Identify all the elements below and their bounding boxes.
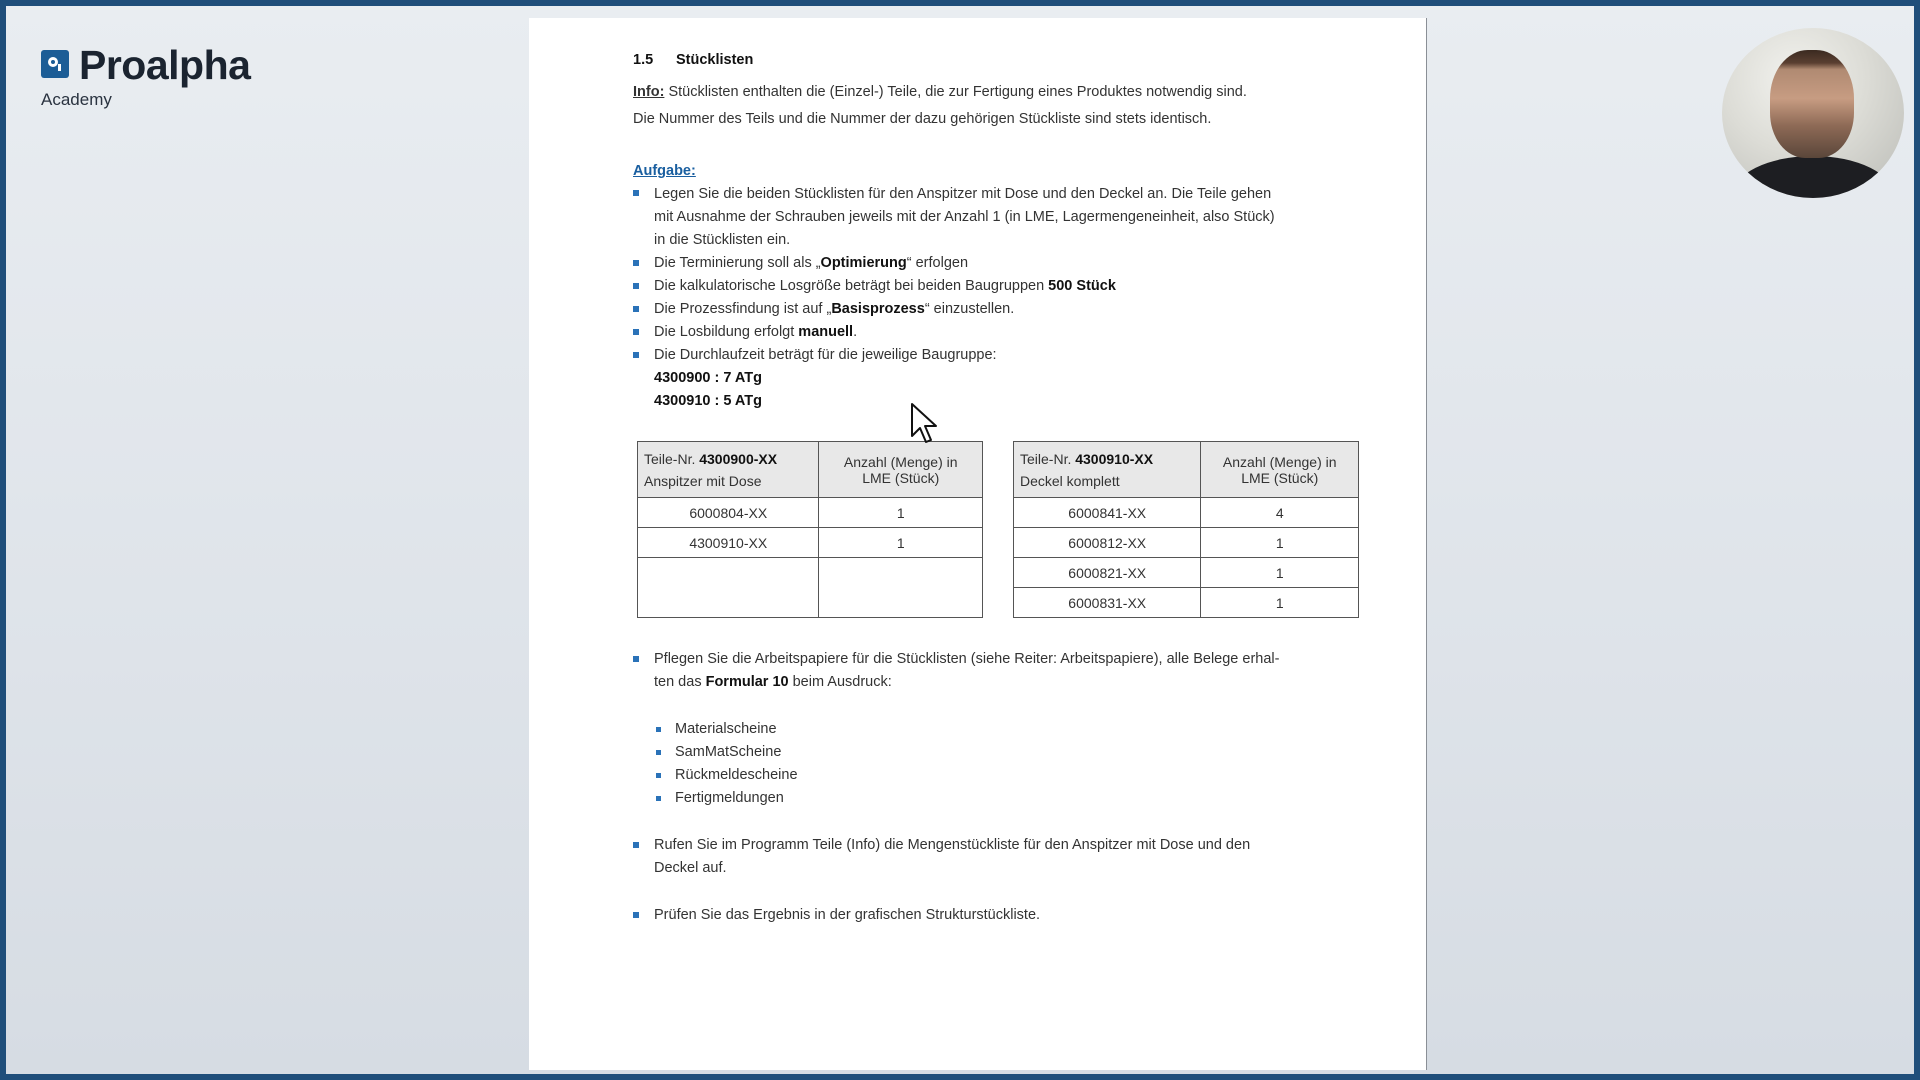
table-row (638, 498, 983, 528)
table-row (638, 528, 983, 558)
proalpha-mark-icon (41, 50, 69, 78)
sub-bullet-icon (656, 773, 661, 778)
task-8-line-2: Deckel auf. (654, 860, 727, 876)
bullet-icon (633, 283, 639, 289)
task-3: Die kalkulatorische Losgröße beträgt bei beiden Baugruppen 500 Stück (654, 278, 1116, 294)
info-text-1: Stücklisten enthalten die (Einzel-) Teile, die zur Fertigung eines Produktes notwendig sind. (668, 84, 1247, 100)
qty-cell: 4 (1201, 498, 1359, 528)
lead-time-2: 4300910 : 5 ATg (654, 393, 762, 409)
bullet-icon (633, 912, 639, 918)
presenter-shoulders (1732, 156, 1894, 198)
presentation-stage (6, 6, 1914, 1074)
table-2-part-header: Teile-Nr. 4300910-XX Deckel komplett (1014, 442, 1201, 498)
task-7-line-1: Pflegen Sie die Arbeitspapiere für die Stücklisten (siehe Reiter: Arbeitspapiere), alle Belege erhal- (654, 651, 1280, 667)
table-row (1014, 498, 1359, 528)
part-cell: 6000821-XX (1014, 558, 1201, 588)
section-heading (633, 52, 753, 68)
bom-table-4300910 (1013, 441, 1359, 618)
qty-cell: 1 (1201, 528, 1359, 558)
bullet-icon (633, 260, 639, 266)
table-1-part-header: Teile-Nr. 4300900-XX Anspitzer mit Dose (638, 442, 819, 498)
task-8-line-1: Rufen Sie im Programm Teile (Info) die Mengenstückliste für den Anspitzer mit Dose und den (654, 837, 1251, 853)
info-label: Info: (633, 84, 665, 100)
bullet-icon (633, 656, 639, 662)
bullet-icon (633, 190, 639, 196)
task-1-line-2: mit Ausnahme der Schrauben jeweils mit der Anzahl 1 (in LME, Lagermengeneinheit, also Stück) (654, 209, 1275, 225)
section-title: Stücklisten (676, 52, 754, 68)
table-1-qty-header: Anzahl (Menge) in LME (Stück) (819, 442, 983, 498)
table-2-qty-header: Anzahl (Menge) in LME (Stück) (1201, 442, 1359, 498)
task-label-text: Aufgabe: (633, 163, 696, 179)
sub-item: SamMatScheine (675, 744, 782, 760)
info-line-1 (633, 83, 1247, 102)
sub-item: Materialscheine (675, 721, 777, 737)
qty-cell: 1 (819, 498, 983, 528)
presenter-head (1770, 50, 1854, 158)
presenter-webcam (1722, 28, 1904, 198)
part-cell: 6000831-XX (1014, 588, 1201, 618)
document-page (529, 18, 1427, 1070)
bullet-icon (633, 842, 639, 848)
task-1-line-1: Legen Sie die beiden Stücklisten für den Anspitzer mit Dose und den Deckel an. Die Teile gehen (654, 186, 1272, 202)
task-4: Die Prozessfindung ist auf „Basisprozess“ einzustellen. (654, 301, 1015, 317)
table-row (1014, 558, 1359, 588)
sub-item: Rückmeldescheine (675, 767, 798, 783)
task-2: Die Terminierung soll als „Optimierung“ erfolgen (654, 255, 969, 271)
mouse-pointer-icon (910, 402, 940, 444)
task-6: Die Durchlaufzeit beträgt für die jeweilige Baugruppe: (654, 347, 997, 363)
table-row (1014, 588, 1359, 618)
part-cell: 6000841-XX (1014, 498, 1201, 528)
part-cell: 4300910-XX (638, 528, 819, 558)
section-number: 1.5 (633, 52, 654, 68)
bullet-icon (633, 306, 639, 312)
brand-subtitle: Academy (41, 90, 112, 109)
sub-bullet-icon (656, 750, 661, 755)
bullet-icon (633, 329, 639, 335)
task-9: Prüfen Sie das Ergebnis in der grafischen Strukturstückliste. (654, 907, 1041, 923)
task-label (633, 162, 696, 181)
table-row-empty (638, 558, 983, 618)
table-row (1014, 528, 1359, 558)
qty-cell: 1 (1201, 588, 1359, 618)
task-5: Die Losbildung erfolgt manuell. (654, 324, 858, 340)
sub-bullet-icon (656, 727, 661, 732)
sub-item: Fertigmeldungen (675, 790, 784, 806)
task-1-line-3: in die Stücklisten ein. (654, 232, 791, 248)
bom-table-4300900 (637, 441, 983, 618)
brand-name: Proalpha (79, 42, 251, 88)
qty-cell: 1 (819, 528, 983, 558)
part-cell: 6000804-XX (638, 498, 819, 528)
task-7-line-2: ten das Formular 10 beim Ausdruck: (654, 674, 892, 690)
qty-cell: 1 (1201, 558, 1359, 588)
part-cell: 6000812-XX (1014, 528, 1201, 558)
lead-time-1: 4300900 : 7 ATg (654, 370, 762, 386)
sub-bullet-icon (656, 796, 661, 801)
bullet-icon (633, 352, 639, 358)
info-text-2: Die Nummer des Teils und die Nummer der dazu gehörigen Stückliste sind stets identisch. (633, 111, 1212, 127)
